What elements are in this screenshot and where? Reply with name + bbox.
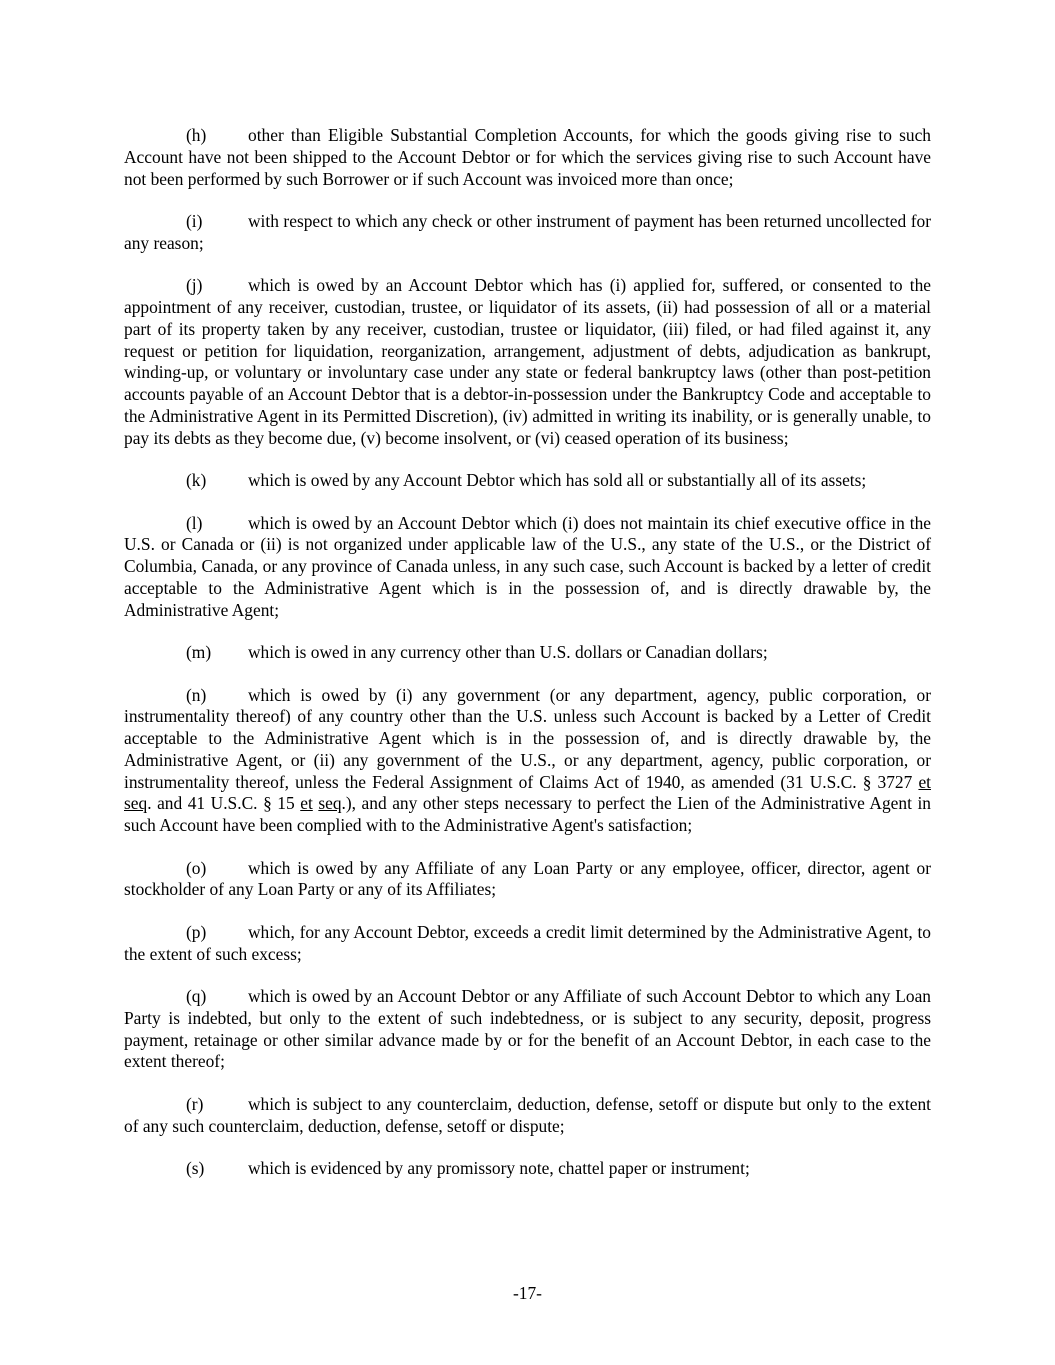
clause-m bbox=[124, 642, 931, 664]
clause-label: (j) bbox=[186, 275, 203, 296]
clause-label: (s) bbox=[186, 1158, 205, 1179]
clause-label: (q) bbox=[186, 986, 207, 1007]
clause-text-part-2: . and 41 U.S.C. § 15 bbox=[147, 793, 301, 814]
clause-i bbox=[124, 211, 931, 255]
clause-text: other than Eligible Substantial Completion Accounts, for which the goods giving rise to such Account have not been shipped to the Account Debtor or for which the services giving rise to such Account have not been performed by such Borrower or if such Account was invoiced more than once; bbox=[124, 125, 931, 189]
clause-label: (p) bbox=[186, 921, 207, 942]
clause-r bbox=[124, 1094, 931, 1138]
clause-text: which, for any Account Debtor, exceeds a credit limit determined by the Administrative Agent, to the extent of such excess; bbox=[124, 921, 931, 964]
clause-text: which is owed by an Account Debtor or any Affiliate of such Account Debtor to which any Loan Party is indebted, but only to the extent of such indebtedness, or is subject to any security, deposit, progress payment, retainage or other similar advance made by or for the benefit of an Account Debtor, in each case to the extent thereof; bbox=[124, 986, 931, 1072]
clause-s bbox=[124, 1158, 931, 1180]
clause-label: (n) bbox=[186, 684, 207, 705]
clause-text: with respect to which any check or other instrument of payment has been returned uncollected for any reason; bbox=[124, 210, 931, 253]
clause-o bbox=[124, 858, 931, 902]
clause-l bbox=[124, 513, 931, 622]
clause-text: which is owed by an Account Debtor which (i) does not maintain its chief executive office in the U.S. or Canada or (ii) is not organized under applicable law of the U.S., any state of the U.S., or the District of Columbia, Canada, or any province of Canada unless, in any such case, such Account is backed by a letter of credit acceptable to the Administrative Agent which is in the possession of, and is directly drawable by, the Administrative Agent; bbox=[124, 512, 931, 620]
clause-label: (m) bbox=[186, 642, 212, 663]
clause-p bbox=[124, 922, 931, 966]
clause-text: which is owed by any Affiliate of any Loan Party or any employee, officer, director, agent or stockholder of any Loan Party or any of its Affiliates; bbox=[124, 857, 931, 900]
clause-label: (i) bbox=[186, 210, 203, 231]
et-seq-seq: seq bbox=[124, 793, 148, 814]
et-seq-et: et bbox=[918, 771, 931, 792]
clause-text: which is owed by any Account Debtor which has sold all or substantially all of its assets; bbox=[248, 470, 867, 491]
clause-text-part-1: which is owed by (i) any government (or any department, agency, public corporation, or instrumentality thereof) of any country other than the U.S. unless such Account is backed by a Letter of Credit acceptable to the Administrative Agent which is in the possession of, and is directly drawable by, the Administrative Agent, or (ii) any government of the U.S., or any department, agency, public corporation, or instrumentality thereof, unless the Federal Assignment of Claims Act of 1940, as amended (31 U.S.C. § 3727 bbox=[124, 684, 931, 792]
clause-h bbox=[124, 125, 931, 190]
clause-label: (r) bbox=[186, 1093, 204, 1114]
clause-j bbox=[124, 275, 931, 449]
clause-text-part-3: .), and any other steps necessary to perfect the Lien of the Administrative Agent in such Account have been complied with to the Administrative Agent's satisfaction; bbox=[124, 793, 931, 836]
et-seq-et: et bbox=[300, 793, 313, 814]
clause-text: which is owed by an Account Debtor which has (i) applied for, suffered, or consented to the appointment of any receiver, custodian, trustee, or liquidator of its assets, (ii) had possession of all or a material part of its property taken by any receiver, custodian, trustee or liquidator, (iii) filed, or had filed against it, any request or petition for liquidation, reorganization, arrangement, adjustment of debts, adjudication as bankrupt, winding-up, or voluntary or involuntary case under any state or federal bankruptcy laws (other than post-petition accounts payable of an Account Debtor that is a debtor-in-possession under the Bankruptcy Code and acceptable to the Administrative Agent in its Permitted Discretion), (iv) admitted in writing its inability, or is generally unable, to pay its debts as they become due, (v) become insolvent, or (vi) ceased operation of its business; bbox=[124, 275, 931, 448]
document-page bbox=[124, 125, 931, 1200]
clause-n bbox=[124, 685, 931, 838]
clause-k bbox=[124, 470, 931, 492]
clause-text: which is evidenced by any promissory note, chattel paper or instrument; bbox=[248, 1158, 750, 1179]
clause-text: which is subject to any counterclaim, deduction, defense, setoff or dispute but only to the extent of any such counterclaim, deduction, defense, setoff or dispute; bbox=[124, 1093, 931, 1136]
clause-label: (l) bbox=[186, 512, 203, 533]
clause-label: (h) bbox=[186, 125, 207, 145]
page-number: -17- bbox=[513, 1283, 542, 1303]
clause-label: (k) bbox=[186, 470, 207, 491]
clause-label: (o) bbox=[186, 857, 207, 878]
clause-text: which is owed in any currency other than U.S. dollars or Canadian dollars; bbox=[248, 642, 768, 663]
clause-q bbox=[124, 986, 931, 1073]
et-seq-seq: seq bbox=[318, 793, 342, 814]
